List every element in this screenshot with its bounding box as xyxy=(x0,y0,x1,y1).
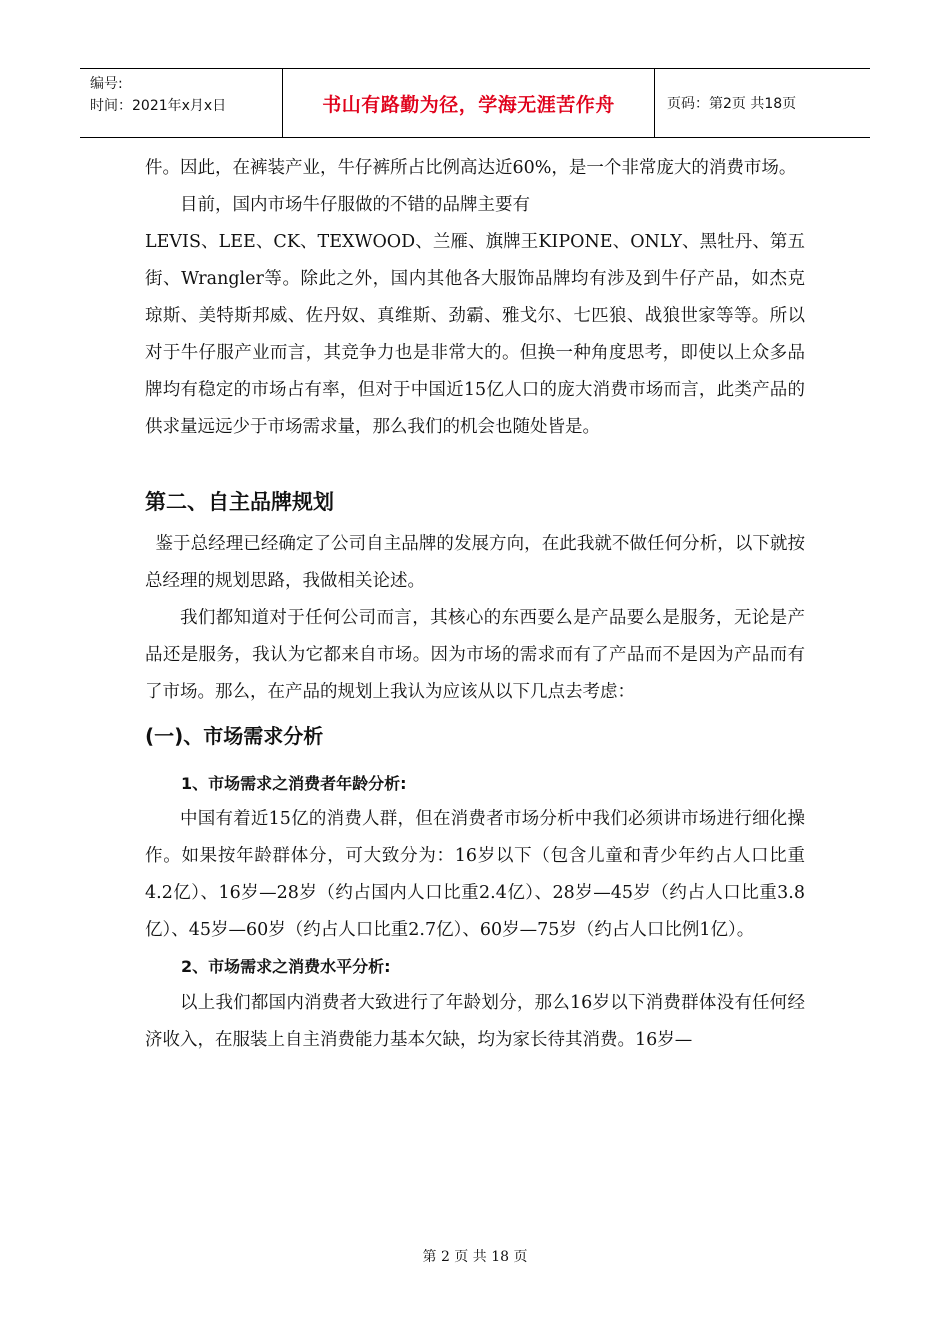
page-info: 页码：第2页 共18页 xyxy=(667,96,797,112)
number-label: 编号: xyxy=(90,76,123,92)
paragraph: 目前，国内市场牛仔服做的不错的品牌主要有 xyxy=(180,195,530,215)
paragraph: LEVIS、LEE、CK、TEXWOOD、兰雁、旗牌王KIPONE、ONLY、黑牡丹、第五街、Wrangler等。除此之外，国内其他各大服饰品牌均有涉及到牛仔产品，如杰克琼斯、美特斯邦威、佐丹奴、真维斯、劲霸、雅戈尔、七匹狼、战狼世家等等。所以对于牛仔服产业而言，其竞争力也是非常大的。但换一种角度思考，即使以上众多品牌均有稳定的市场占有率，但对于中国近15亿人口的庞大消费市场而言，此类产品的供求量远远少于市场需求量，那么我们的机会也随处皆是。 xyxy=(145,232,805,437)
header-motto-cell xyxy=(282,69,655,137)
document-header xyxy=(80,68,870,138)
section-heading: 第二、自主品牌规划 xyxy=(145,490,334,514)
motto: 书山有路勤为径，学海无涯苦作舟 xyxy=(322,93,615,116)
document-body xyxy=(145,150,805,1059)
paragraph: 以上我们都国内消费者大致进行了年龄划分，那么16岁以下消费群体没有任何经济收入，在服装上自主消费能力基本欠缺，均为家长待其消费。16岁— xyxy=(145,993,805,1050)
paragraph: 件。因此，在裤装产业，牛仔裤所占比例高达近60%，是一个非常庞大的消费市场。 xyxy=(145,158,797,178)
paragraph: 我们都知道对于任何公司而言，其核心的东西要么是产品要么是服务，无论是产品还是服务，我认为它都来自市场。因为市场的需求而有了产品而不是因为产品而有了市场。那么，在产品的规划上我认为应该从以下几点去考虑： xyxy=(145,608,805,702)
subsection-heading: (一)、市场需求分析 xyxy=(145,724,324,748)
time-label: 时间：2021年x月x日 xyxy=(90,98,227,114)
header-meta xyxy=(80,69,282,137)
header-page-info xyxy=(655,69,870,137)
page-footer xyxy=(0,1246,950,1266)
paragraph: 鉴于总经理已经确定了公司自主品牌的发展方向，在此我就不做任何分析，以下就按总经理的规划思路，我做相关论述。 xyxy=(145,534,805,591)
item-heading: 2、市场需求之消费水平分析: xyxy=(181,957,391,976)
item-heading: 1、市场需求之消费者年龄分析: xyxy=(181,774,407,793)
paragraph: 中国有着近15亿的消费人群，但在消费者市场分析中我们必须讲市场进行细化操作。如果按年龄群体分，可大致分为：16岁以下（包含儿童和青少年约占人口比重4.2亿）、16岁—28岁（约占国内人口比重2.4亿）、28岁—45岁（约占人口比重3.8亿）、45岁—60岁（约占人口比重2.7亿）、60岁—75岁（约占人口比例1亿）。 xyxy=(145,809,805,940)
footer-page-number: 第 2 页 共 18 页 xyxy=(422,1249,528,1265)
